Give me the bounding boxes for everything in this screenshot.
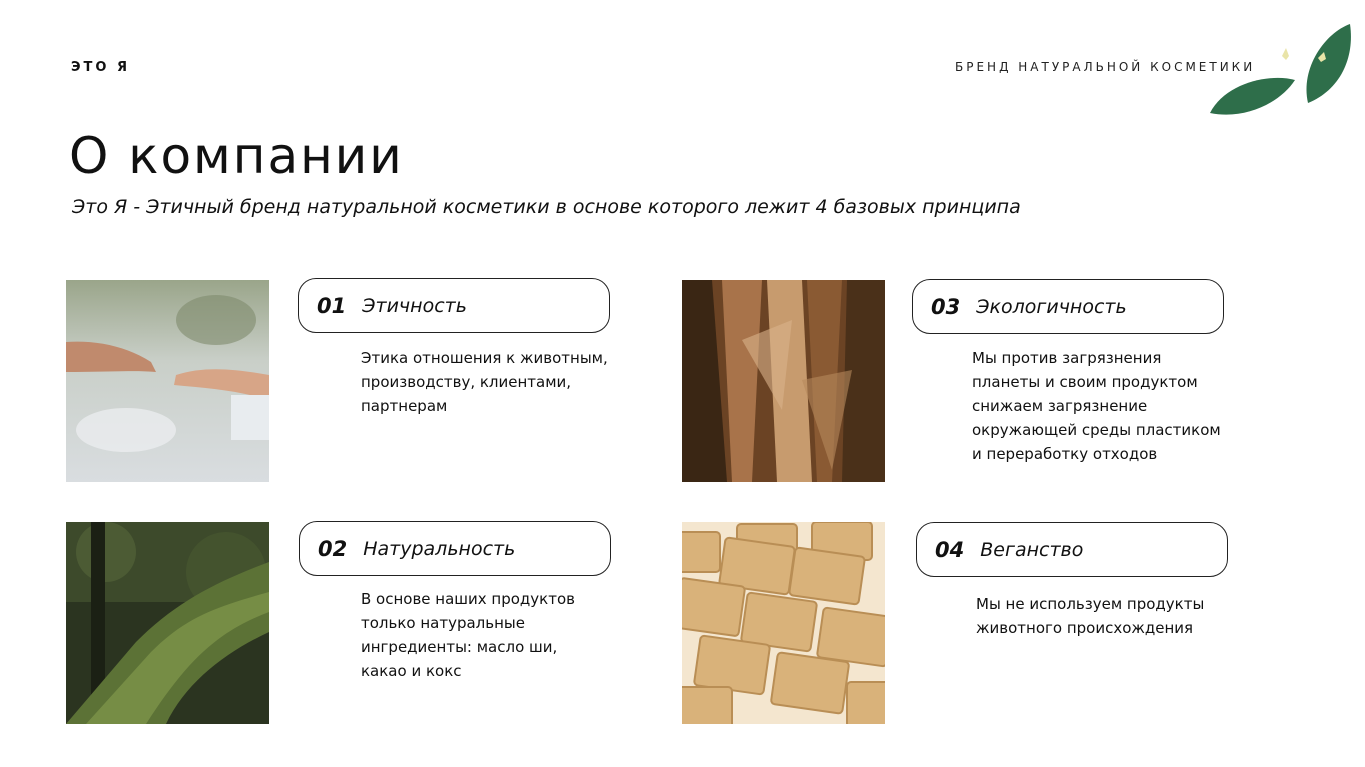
page-title: О компании bbox=[69, 127, 404, 185]
description-line: только натуральные bbox=[361, 614, 525, 632]
brand-tagline: БРЕНД НАТУРАЛЬНОЙ КОСМЕТИКИ bbox=[955, 60, 1256, 74]
principle-description bbox=[976, 592, 1204, 640]
description-line: партнерам bbox=[361, 397, 448, 415]
page-subtitle: Это Я - Этичный бренд натуральной косметики в основе которого лежит 4 базовых принципа bbox=[72, 196, 1021, 218]
principle-number: 01 bbox=[317, 293, 347, 318]
description-line: окружающей среды пластиком bbox=[972, 421, 1221, 439]
principle-description bbox=[972, 346, 1221, 466]
description-line: планеты и своим продуктом bbox=[972, 373, 1198, 391]
description-line: снижаем загрязнение bbox=[972, 397, 1148, 415]
soap-bars-photo bbox=[682, 522, 885, 724]
principle-number: 04 bbox=[935, 537, 965, 562]
mossy-tree-photo bbox=[66, 522, 269, 724]
description-line: и переработку отходов bbox=[972, 445, 1158, 463]
principle-description bbox=[361, 346, 608, 418]
principle-card-02 bbox=[299, 521, 611, 576]
description-line: животного происхождения bbox=[976, 619, 1194, 637]
principle-name: Веганство bbox=[980, 538, 1084, 561]
description-line: В основе наших продуктов bbox=[361, 590, 575, 608]
principle-number: 03 bbox=[931, 294, 961, 319]
principle-name: Натуральность bbox=[363, 537, 516, 560]
principle-card-04 bbox=[916, 522, 1228, 577]
principle-card-01 bbox=[298, 278, 610, 333]
description-line: производству, клиентами, bbox=[361, 373, 572, 391]
description-line: Мы не используем продукты bbox=[976, 595, 1205, 613]
description-line: ингредиенты: масло ши, bbox=[361, 638, 558, 656]
principle-description bbox=[361, 587, 575, 683]
description-line: какао и кокс bbox=[361, 662, 462, 680]
hands-reaching-photo bbox=[66, 280, 269, 482]
description-line: Мы против загрязнения bbox=[972, 349, 1162, 367]
principle-number: 02 bbox=[318, 536, 348, 561]
principle-name: Экологичность bbox=[976, 295, 1127, 318]
principle-name: Этичность bbox=[362, 294, 467, 317]
principle-card-03 bbox=[912, 279, 1224, 334]
brand-name: ЭТО Я bbox=[71, 60, 130, 75]
tree-bark-photo bbox=[682, 280, 885, 482]
description-line: Этика отношения к животным, bbox=[361, 349, 608, 367]
leaves-logo bbox=[1200, 18, 1365, 128]
